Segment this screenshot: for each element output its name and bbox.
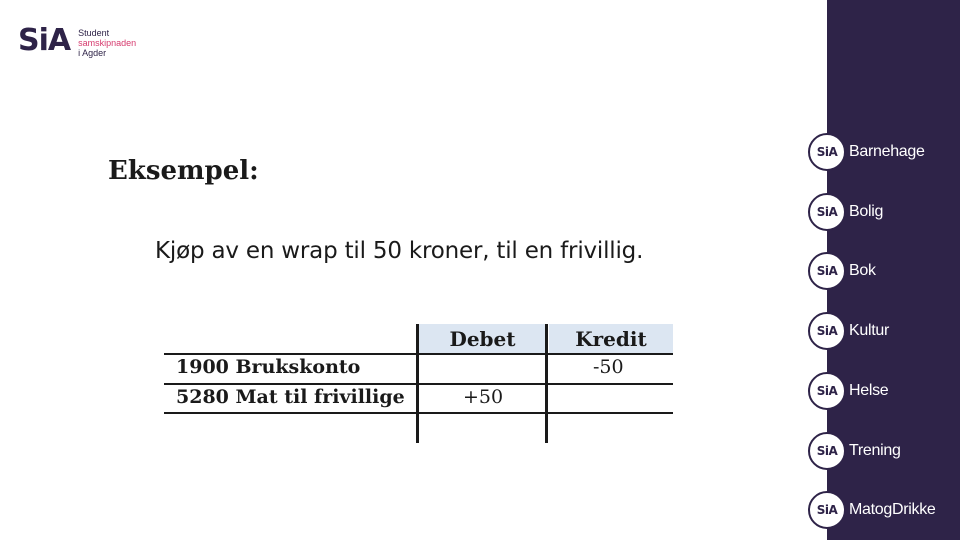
sia-logo (18, 23, 137, 58)
sia-badge-icon: SiA (808, 432, 846, 470)
sia-badge-icon: SiA (808, 133, 846, 171)
sidebar-item-barnehage[interactable] (808, 133, 925, 171)
sia-badge-icon: SiA (808, 193, 846, 231)
logo-text (78, 28, 136, 58)
ledger-divider-1 (416, 324, 419, 443)
logo-line-3: i Agder (78, 48, 107, 58)
logo-line-1: Student (78, 28, 110, 38)
sidebar-item-kultur[interactable] (808, 312, 889, 350)
sia-badge-icon: SiA (808, 312, 846, 350)
slide-subtitle: Kjøp av en wrap til 50 kroner, til en frivillig. (155, 238, 644, 264)
sidebar-item-label: Trening (849, 442, 901, 459)
sidebar-item-label: Barnehage (849, 143, 925, 160)
sidebar-item-bolig[interactable] (808, 193, 883, 231)
header-kredit: Kredit (549, 324, 673, 354)
sia-badge-icon: SiA (808, 491, 846, 529)
ledger-divider-2 (545, 324, 548, 443)
row-1-kredit: -50 (593, 356, 624, 378)
sidebar-item-label: Kultur (849, 322, 889, 339)
row-2-account: 5280 Mat til frivillige (176, 386, 405, 408)
row-1-account: 1900 Brukskonto (176, 356, 361, 378)
row-2-debet: +50 (463, 386, 504, 408)
logo-mark: SiA (18, 23, 71, 58)
logo-line-2: samskipnaden (78, 38, 137, 48)
sia-badge-icon: SiA (808, 252, 846, 290)
sidebar-item-label: Helse (849, 382, 889, 399)
slide-heading: Eksempel: (108, 156, 259, 186)
sidebar-item-trening[interactable] (808, 432, 901, 470)
sidebar-item-label: Bolig (849, 203, 884, 220)
sidebar-item-matogdrikke[interactable] (808, 491, 936, 529)
sidebar-item-label: MatogDrikke (849, 501, 936, 518)
header-debet: Debet (419, 324, 546, 354)
sidebar-item-helse[interactable] (808, 372, 888, 410)
sidebar-item-bok[interactable] (808, 252, 876, 290)
sidebar-item-label: Bok (849, 262, 876, 279)
sia-badge-icon: SiA (808, 372, 846, 410)
